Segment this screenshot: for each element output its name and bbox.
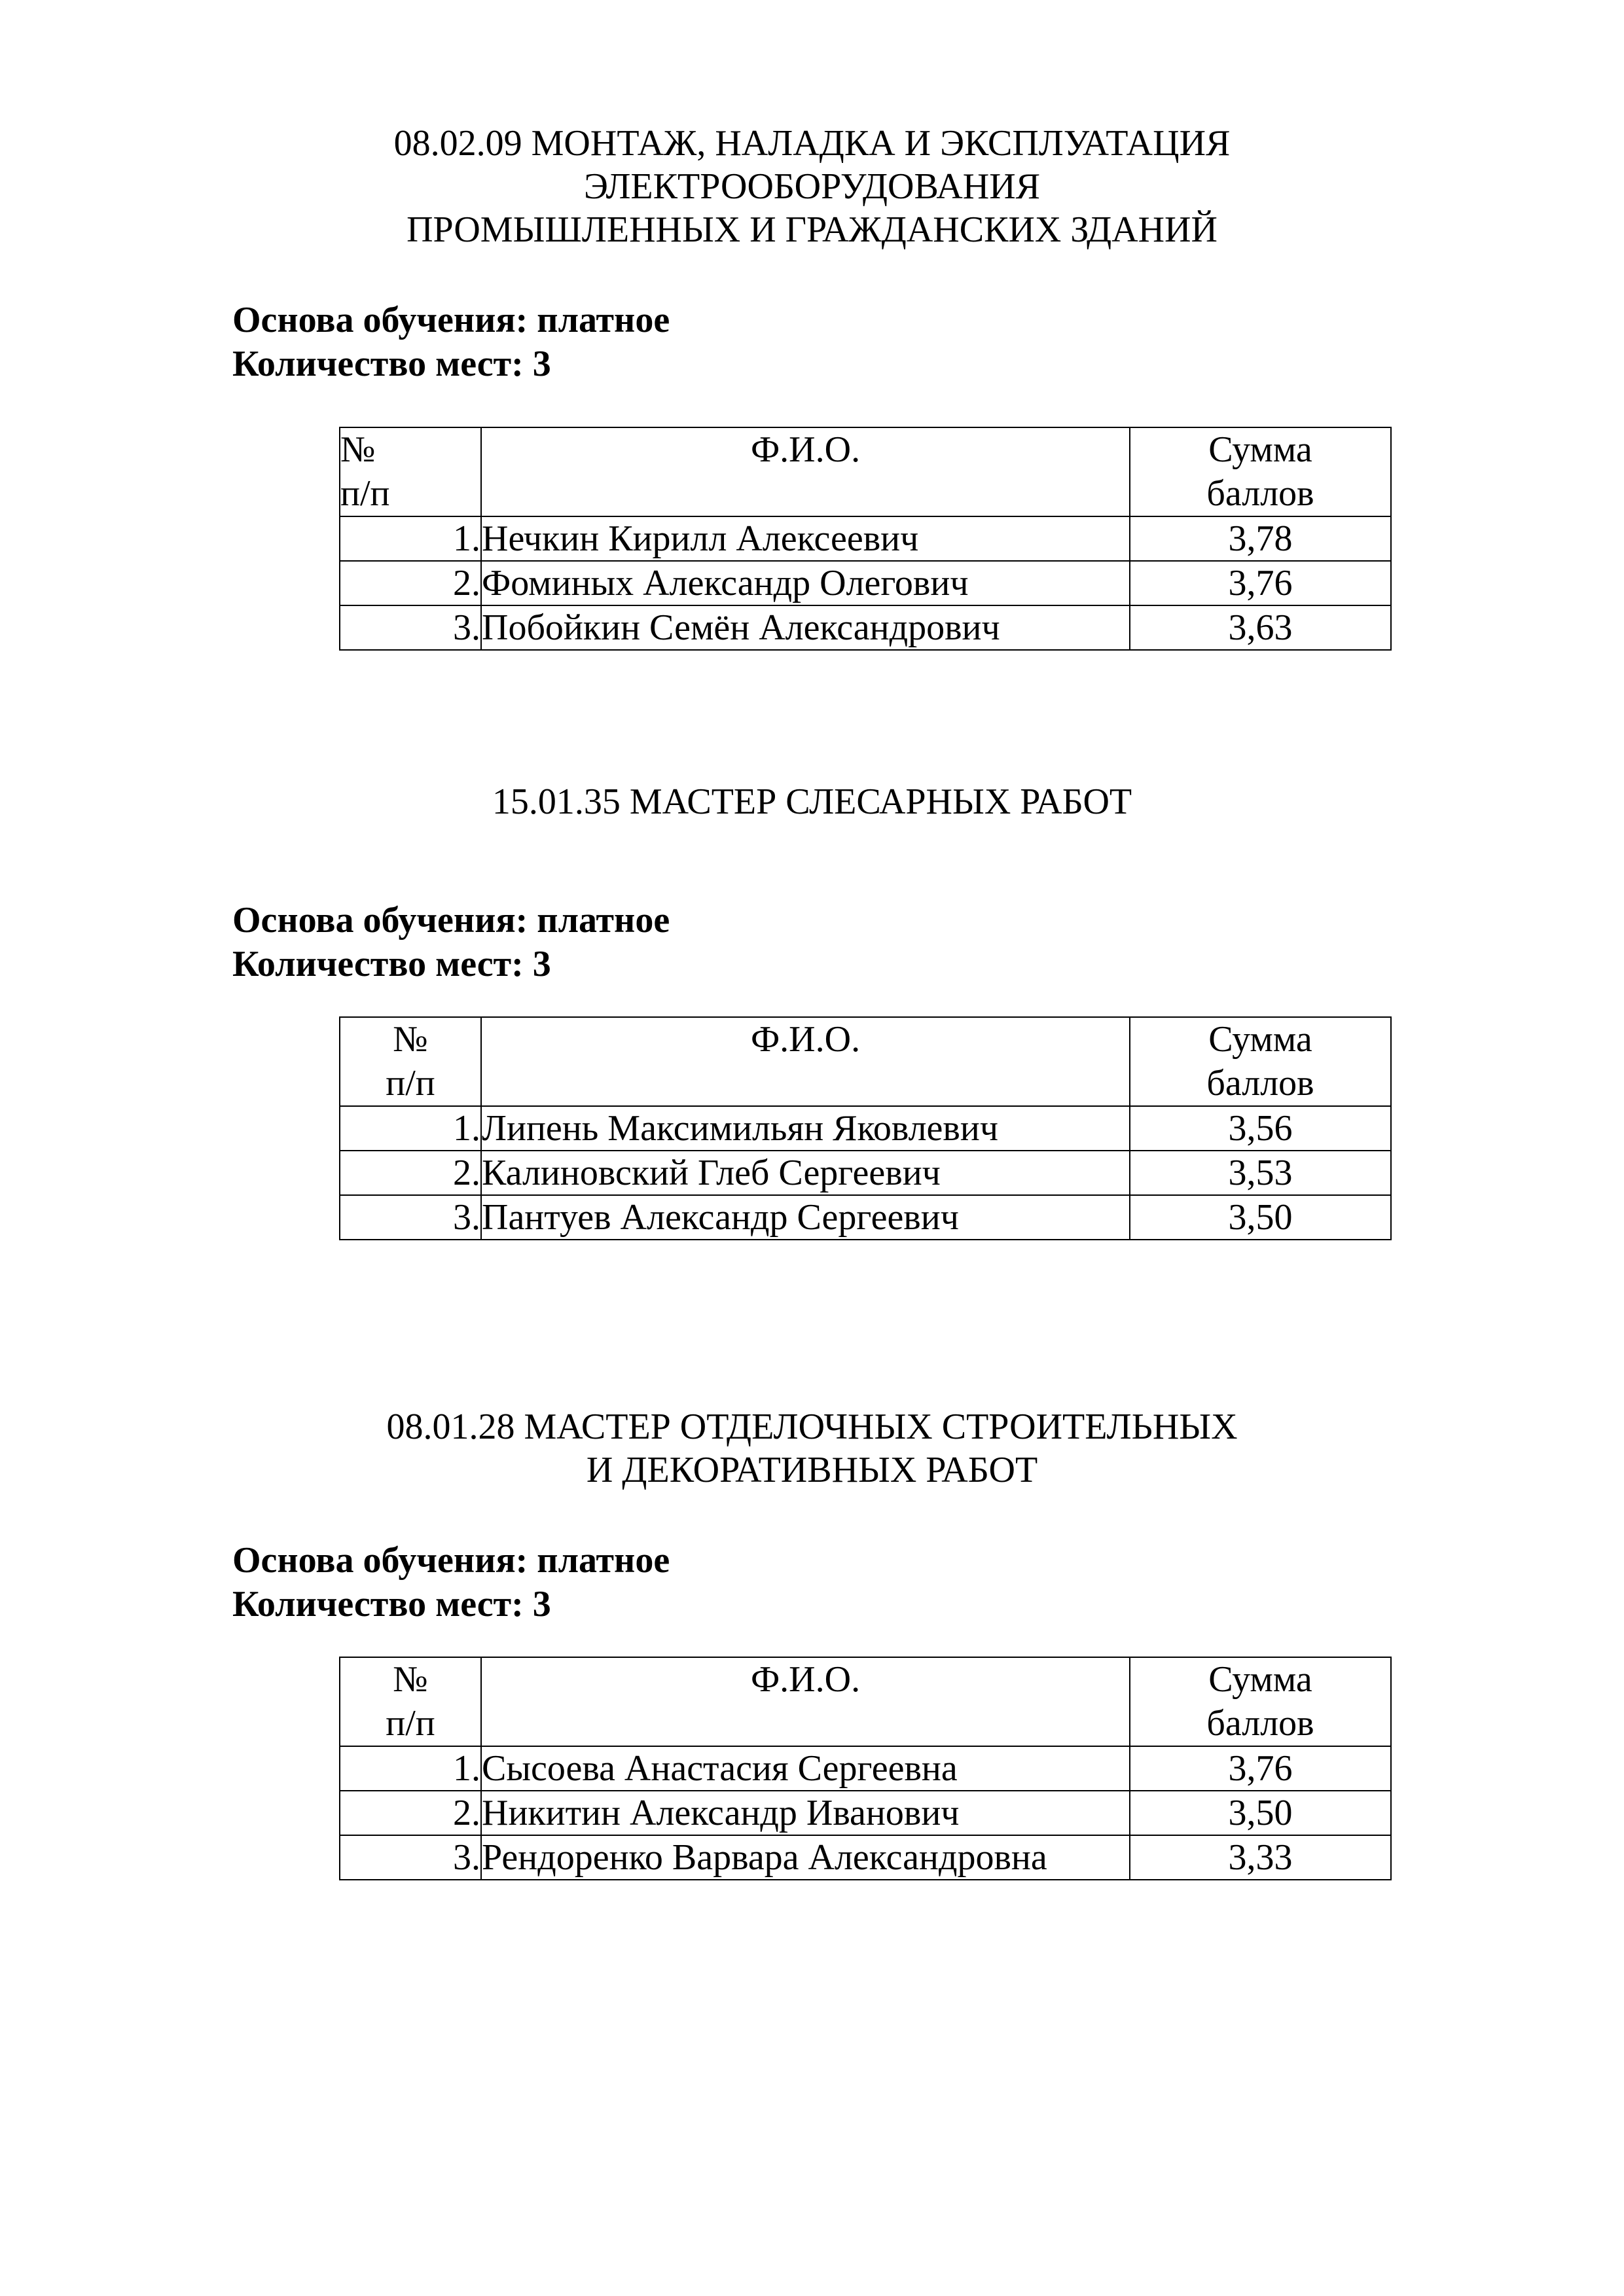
row-number: 2.	[340, 1791, 481, 1835]
table-header-row	[340, 1017, 1391, 1106]
row-score: 3,63	[1130, 605, 1391, 650]
section-2-basis: Основа обучения: платное	[232, 900, 670, 941]
row-full-name: Липень Максимильян Яковлевич	[481, 1106, 1130, 1151]
table-row	[340, 1195, 1391, 1240]
row-number: 1.	[340, 516, 481, 561]
table-row	[340, 1791, 1391, 1835]
row-number: 3.	[340, 1195, 481, 1240]
row-score: 3,53	[1130, 1151, 1391, 1195]
table-row	[340, 561, 1391, 605]
section-3-heading	[0, 1405, 1624, 1492]
section-1-heading	[0, 122, 1624, 251]
section-1-heading-line-3: ПРОМЫШЛЕННЫХ И ГРАЖДАНСКИХ ЗДАНИЙ	[406, 209, 1218, 250]
row-number: 3.	[340, 1835, 481, 1880]
section-2-meta	[232, 899, 670, 986]
row-score: 3,78	[1130, 516, 1391, 561]
row-full-name: Никитин Александр Иванович	[481, 1791, 1130, 1835]
table-row	[340, 1106, 1391, 1151]
header-full-name: Ф.И.О.	[481, 427, 1130, 516]
header-full-name: Ф.И.О.	[481, 1657, 1130, 1746]
row-number: 1.	[340, 1106, 481, 1151]
row-number: 3.	[340, 605, 481, 650]
section-1-basis: Основа обучения: платное	[232, 300, 670, 340]
row-score: 3,76	[1130, 1746, 1391, 1791]
header-number: № п/п	[340, 1657, 481, 1746]
section-2-places: Количество мест: 3	[232, 944, 551, 984]
header-number: № п/п	[340, 427, 481, 516]
section-3-table	[339, 1657, 1392, 1880]
section-1-table	[339, 427, 1392, 651]
section-3-heading-line-1: 08.01.28 МАСТЕР ОТДЕЛОЧНЫХ СТРОИТЕЛЬНЫХ	[386, 1407, 1238, 1447]
section-3-meta	[232, 1539, 670, 1626]
table-row	[340, 1151, 1391, 1195]
section-3-heading-line-2: И ДЕКОРАТИВНЫХ РАБОТ	[586, 1450, 1038, 1490]
row-number: 2.	[340, 1151, 481, 1195]
row-full-name: Рендоренко Варвара Александровна	[481, 1835, 1130, 1880]
row-number: 2.	[340, 561, 481, 605]
section-1-places: Количество мест: 3	[232, 344, 551, 384]
row-score: 3,50	[1130, 1791, 1391, 1835]
row-full-name: Побойкин Семён Александрович	[481, 605, 1130, 650]
table-row	[340, 605, 1391, 650]
header-score: Сумма баллов	[1130, 1017, 1391, 1106]
header-score: Сумма баллов	[1130, 1657, 1391, 1746]
section-1-meta	[232, 298, 670, 386]
row-full-name: Пантуев Александр Сергеевич	[481, 1195, 1130, 1240]
row-full-name: Калиновский Глеб Сергеевич	[481, 1151, 1130, 1195]
header-full-name: Ф.И.О.	[481, 1017, 1130, 1106]
section-2-heading	[0, 780, 1624, 823]
row-score: 3,76	[1130, 561, 1391, 605]
header-number: № п/п	[340, 1017, 481, 1106]
row-score: 3,33	[1130, 1835, 1391, 1880]
row-score: 3,56	[1130, 1106, 1391, 1151]
row-full-name: Нечкин Кирилл Алексеевич	[481, 516, 1130, 561]
table-row	[340, 1746, 1391, 1791]
table-row	[340, 516, 1391, 561]
table-header-row	[340, 1657, 1391, 1746]
table-header-row	[340, 427, 1391, 516]
section-2-heading-line-1: 15.01.35 МАСТЕР СЛЕСАРНЫХ РАБОТ	[492, 781, 1132, 822]
row-full-name: Сысоева Анастасия Сергеевна	[481, 1746, 1130, 1791]
section-1-heading-line-1: 08.02.09 МОНТАЖ, НАЛАДКА И ЭКСПЛУАТАЦИЯ	[393, 123, 1231, 164]
row-score: 3,50	[1130, 1195, 1391, 1240]
table-row	[340, 1835, 1391, 1880]
row-number: 1.	[340, 1746, 481, 1791]
section-3-basis: Основа обучения: платное	[232, 1540, 670, 1581]
header-score: Сумма баллов	[1130, 427, 1391, 516]
section-1-heading-line-2: ЭЛЕКТРООБОРУДОВАНИЯ	[584, 166, 1040, 207]
row-full-name: Фоминых Александр Олегович	[481, 561, 1130, 605]
section-3-places: Количество мест: 3	[232, 1584, 551, 1624]
section-2-table	[339, 1016, 1392, 1240]
